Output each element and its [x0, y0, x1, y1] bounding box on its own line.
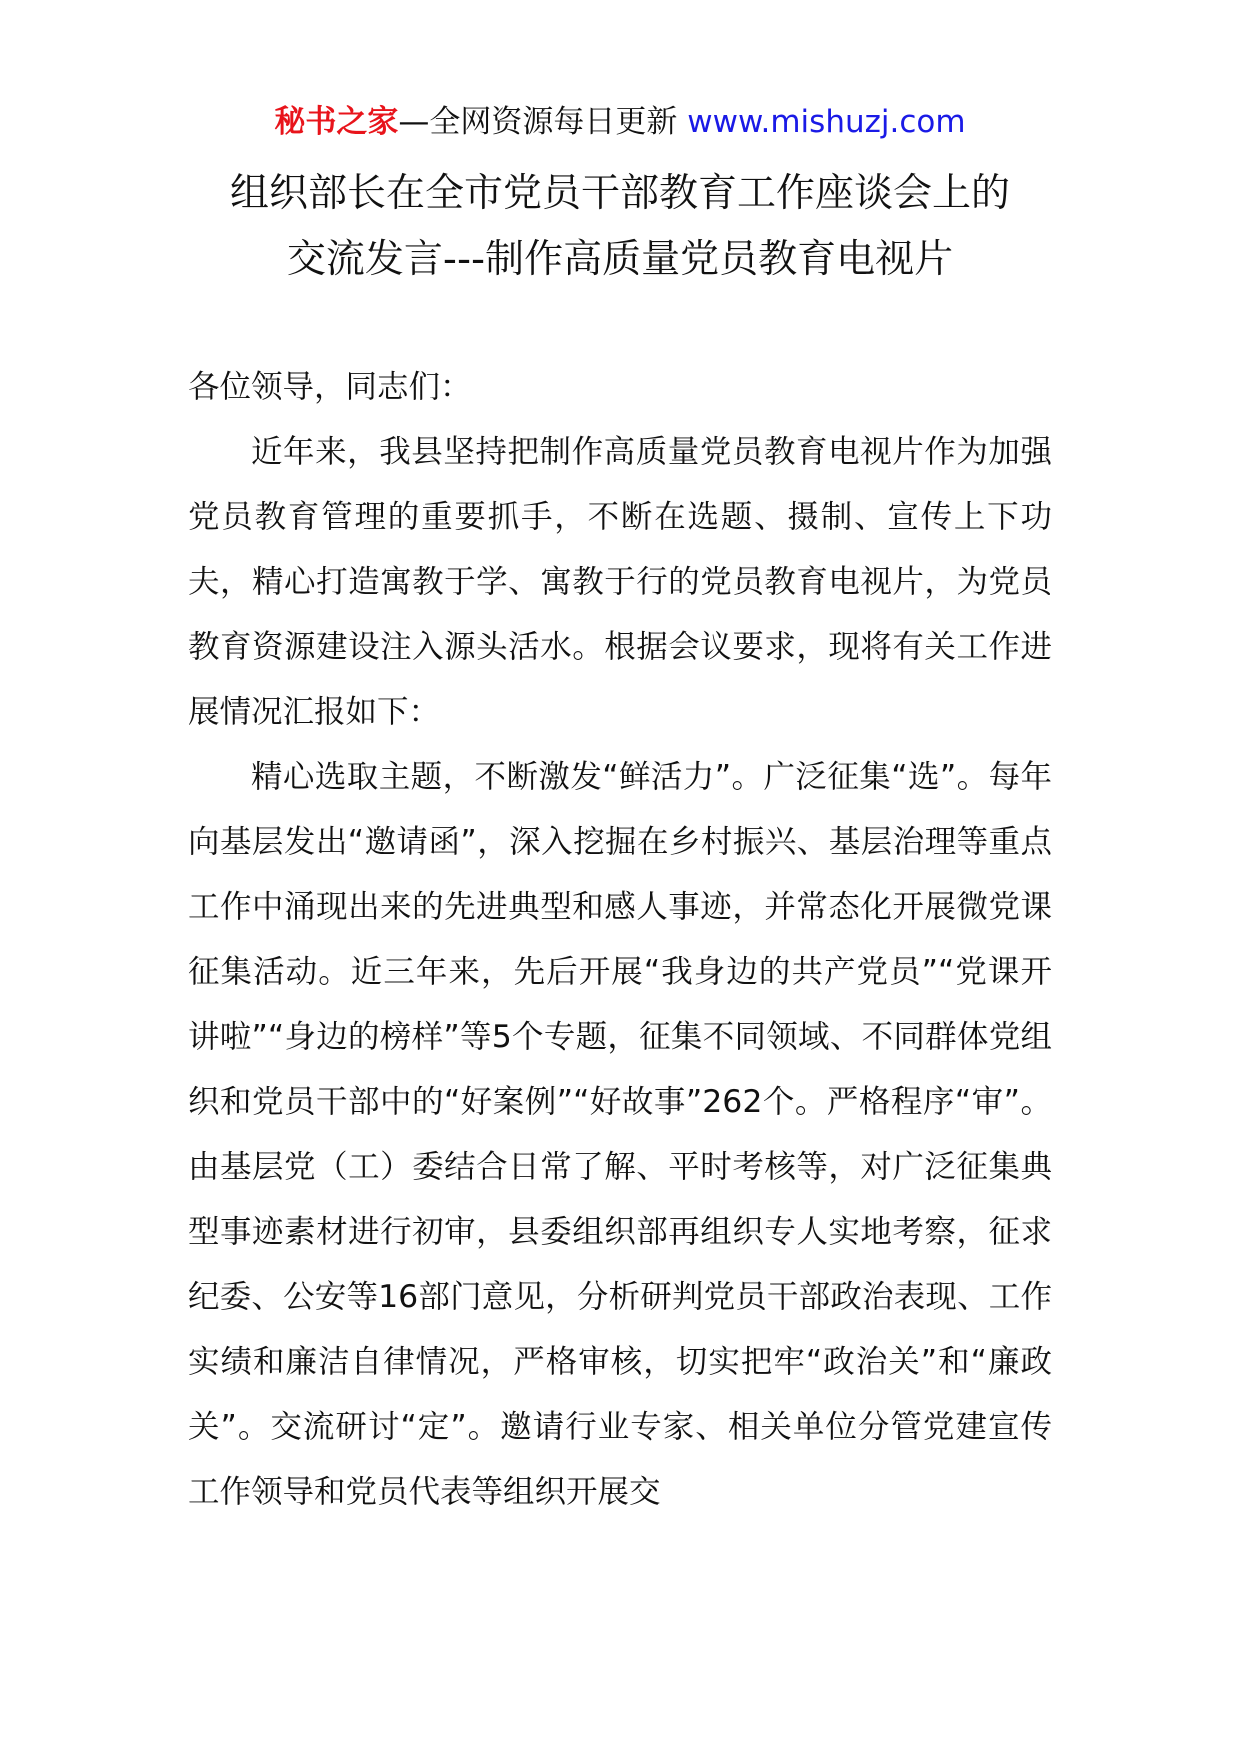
title-line-1: 组织部长在全市党员干部教育工作座谈会上的: [229, 171, 1010, 216]
paragraph-intro: 近年来，我县坚持把制作高质量党员教育电视片作为加强党员教育管理的重要抓手，不断在选题、摄制、宣传上下功夫，精心打造寓教于学、寓教于行的党员教育电视片，为党员教育资源建设注入源头活水。根据会议要求，现将有关工作进展情况汇报如下：: [188, 434, 1052, 730]
site-header: [0, 100, 1240, 144]
salutation: 各位领导，同志们：: [188, 369, 472, 405]
title-line-2: 交流发言---制作高质量党员教育电视片: [286, 237, 954, 282]
document-title: [0, 161, 1240, 293]
header-tagline: —全网资源每日更新: [398, 104, 688, 140]
document-body: [188, 355, 1052, 1525]
brand-name: 秘书之家: [274, 104, 399, 140]
site-url-link[interactable]: www.mishuzj.com: [687, 104, 966, 140]
paragraph-theme-selection: 精心选取主题，不断激发“鲜活力”。广泛征集“选”。每年向基层发出“邀请函”，深入挖掘在乡村振兴、基层治理等重点工作中涌现出来的先进典型和感人事迹，并常态化开展微党课征集活动。近三年来，先后开展“我身边的共产党员”“党课开讲啦”“身边的榜样”等5个专题，征集不同领域、不同群体党组织和党员干部中的“好案例”“好故事”262个。严格程序“审”。由基层党（工）委结合日常了解、平时考核等，对广泛征集典型事迹素材进行初审，县委组织部再组织专人实地考察，征求纪委、公安等16部门意见，分析研判党员干部政治表现、工作实绩和廉洁自律情况，严格审核，切实把牢“政治关”和“廉政关”。交流研讨“定”。邀请行业专家、相关单位分管党建宣传工作领导和党员代表等组织开展交: [188, 759, 1052, 1510]
